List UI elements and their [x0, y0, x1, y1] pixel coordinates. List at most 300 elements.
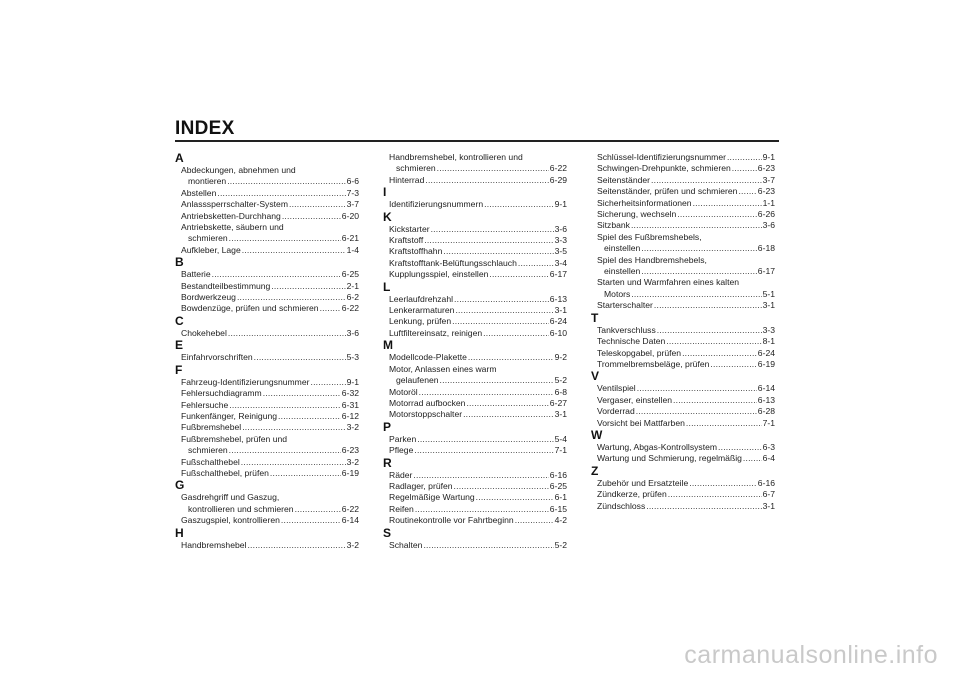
index-entry [175, 303, 359, 314]
index-entry [175, 515, 359, 526]
dot-leader [254, 352, 346, 363]
index-entry [175, 377, 359, 388]
index-entry [383, 316, 567, 327]
dot-leader [229, 400, 341, 411]
index-entry-text: Zündkerze, prüfen [597, 489, 667, 500]
index-page-ref: 5-2 [554, 375, 567, 386]
index-letter-heading: C [175, 313, 184, 328]
index-letter-heading: I [383, 185, 387, 200]
dot-leader [423, 540, 553, 551]
index-entry [591, 418, 775, 429]
dot-leader [227, 176, 345, 187]
index-entry-text: Fehlersuchdiagramm [181, 388, 262, 399]
index-entry-text: Handbremshebel [181, 539, 247, 550]
index-entry [591, 232, 775, 255]
index-page-ref: 6-23 [757, 186, 775, 197]
index-entry [175, 457, 359, 468]
page-title: INDEX [175, 118, 235, 139]
index-page-ref: 6-23 [341, 445, 359, 456]
dot-leader [242, 422, 345, 433]
index-page-ref: 6-23 [757, 163, 775, 174]
index-entry-text: Sicherheitsinformationen [597, 197, 692, 208]
index-page-ref: 6-17 [757, 266, 775, 277]
index-entry [591, 383, 775, 394]
index-entry-text: Fußbremshebel [181, 422, 242, 433]
index-entry-text: Motors [604, 288, 631, 299]
index-entry [175, 222, 359, 245]
index-entry [591, 163, 775, 174]
dot-leader [483, 328, 549, 339]
dot-leader [425, 175, 548, 186]
dot-leader [454, 481, 549, 492]
index-entry [383, 352, 567, 363]
dot-leader [311, 377, 346, 388]
index-entry-text: Funkenfänger, Reinigung [181, 410, 278, 421]
index-entry [175, 292, 359, 303]
index-entry [591, 489, 775, 500]
index-entry-text: Fehlersuche [181, 399, 229, 410]
index-entry-text: kontrollieren und schmieren [188, 503, 294, 514]
index-entry-text: einstellen [604, 266, 641, 277]
dot-leader [417, 434, 553, 445]
dot-leader [476, 492, 554, 503]
dot-leader [637, 383, 757, 394]
index-entry [591, 300, 775, 311]
index-page-ref: 5-2 [554, 539, 567, 550]
dot-leader [241, 457, 346, 468]
index-entry-text: Radlager, prüfen [389, 480, 453, 491]
index-entry-text: Fußschalthebel [181, 456, 240, 467]
index-entry [591, 395, 775, 406]
dot-leader [732, 163, 757, 174]
index-page-ref: 6-13 [549, 293, 567, 304]
index-entry-text: Parken [389, 433, 417, 444]
index-entry [383, 387, 567, 398]
index-entry-text: Sitzbank [597, 220, 630, 231]
index-page-ref: 9-1 [554, 199, 567, 210]
dot-leader [229, 445, 341, 456]
dot-leader [727, 152, 762, 163]
index-entry [383, 364, 567, 387]
index-page-ref: 6-16 [757, 477, 775, 488]
index-entry-text: Handbremshebel, kontrollieren und [389, 152, 523, 162]
index-entry [175, 269, 359, 280]
index-page-ref: 6-19 [757, 358, 775, 369]
dot-leader [415, 504, 549, 515]
title-divider [175, 140, 779, 142]
index-letter-heading: Z [591, 463, 599, 478]
index-entry-text: Batterie [181, 269, 211, 280]
index-entry [383, 481, 567, 492]
index-entry-text: Motorstoppschalter [389, 409, 463, 420]
index-entry [383, 409, 567, 420]
index-entry [175, 434, 359, 457]
dot-leader [443, 246, 553, 257]
index-page-ref: 3-7 [346, 199, 359, 210]
index-entry-text: Luftfiltereinsatz, reinigen [389, 327, 483, 338]
index-page-ref: 6-4 [762, 453, 775, 464]
index-entry-text: Antriebsketten-Durchhang [181, 210, 281, 221]
index-page-ref: 6-6 [346, 176, 359, 187]
index-entry-text: Fahrzeug-Identifizierungsnummer [181, 376, 310, 387]
index-entry-text: Bestandteilbestimmung [181, 280, 271, 291]
index-page-ref: 3-7 [762, 174, 775, 185]
watermark: carmanualsonline.info [684, 641, 938, 669]
index-entry [383, 246, 567, 257]
index-page-ref: 3-1 [554, 409, 567, 420]
index-entry [591, 255, 775, 278]
index-letter-heading: W [591, 427, 603, 442]
index-entry-text: montieren [188, 176, 227, 187]
index-entry [383, 515, 567, 526]
index-page-ref: 6-7 [762, 489, 775, 500]
index-entry-text: Pflege [389, 445, 414, 456]
index-page-ref: 3-2 [346, 456, 359, 467]
index-entry-text: Regelmäßige Wartung [389, 492, 475, 503]
dot-leader [263, 388, 341, 399]
index-entry-text: Starten und Warmfahren eines kalten [597, 277, 740, 288]
index-page-ref: 9-1 [762, 152, 775, 162]
index-entry-text: Spiel des Fußbremshebels, [597, 231, 702, 242]
index-entry [175, 199, 359, 210]
index-entry [383, 269, 567, 280]
dot-leader [295, 504, 341, 515]
index-page-ref: 6-14 [341, 515, 359, 526]
index-entry-text: Kraftstoffhahn [389, 246, 443, 257]
dot-leader [424, 235, 553, 246]
index-letter-heading: E [175, 338, 184, 353]
dot-leader [282, 211, 341, 222]
index-entry [591, 198, 775, 209]
index-entry [175, 400, 359, 411]
index-entry [175, 188, 359, 199]
index-page-ref: 6-2 [346, 292, 359, 303]
index-entry [591, 501, 775, 512]
dot-leader [689, 478, 757, 489]
index-entry-text: Reifen [389, 503, 414, 514]
dot-leader [452, 316, 549, 327]
dot-leader [641, 243, 756, 254]
index-entry-text: einstellen [604, 243, 641, 254]
index-entry-text: Vorderrad [597, 406, 635, 417]
index-entry [383, 492, 567, 503]
index-letter-heading: B [175, 255, 184, 270]
index-letter-heading: V [591, 369, 600, 384]
index-entry-text: Technische Daten [597, 336, 666, 347]
dot-leader [237, 292, 346, 303]
index-page-ref: 6-17 [549, 269, 567, 280]
index-entry-text: Anlasssperrschalter-System [181, 199, 288, 210]
index-entry-text: Spiel des Handbremshebels, [597, 254, 707, 265]
index-page-ref: 3-2 [346, 539, 359, 550]
index-page-ref: 6-24 [549, 316, 567, 327]
index-page-ref: 6-22 [341, 303, 359, 314]
index-entry-text: Kickstarter [389, 223, 430, 234]
index-entry-text: Sicherung, wechseln [597, 209, 677, 220]
dot-leader [466, 398, 548, 409]
index-page-ref: 6-19 [341, 467, 359, 478]
dot-leader [419, 387, 554, 398]
dot-leader [271, 281, 345, 292]
index-entry [383, 434, 567, 445]
index-entry [175, 540, 359, 551]
index-entry [591, 406, 775, 417]
index-entry [175, 165, 359, 188]
index-letter-heading: R [383, 455, 392, 470]
index-entry-text: Bordwerkzeug [181, 292, 236, 303]
index-entry-text: Lenkung, prüfen [389, 316, 452, 327]
index-entry [591, 478, 775, 489]
index-entry [383, 235, 567, 246]
dot-leader [710, 359, 756, 370]
index-page-ref: 6-18 [757, 243, 775, 254]
index-page-ref: 6-15 [549, 503, 567, 514]
index-entry-text: Schwingen-Drehpunkte, schmieren [597, 163, 731, 174]
dot-leader [440, 375, 554, 386]
dot-leader [431, 224, 554, 235]
index-entry [591, 209, 775, 220]
index-entry [175, 492, 359, 515]
index-entry [383, 294, 567, 305]
index-page-ref: 8-1 [762, 336, 775, 347]
dot-leader [651, 175, 762, 186]
index-page-ref: 5-3 [346, 352, 359, 363]
dot-leader [247, 540, 345, 551]
index-entry-text: Gasdrehgriff und Gaszug, [181, 492, 280, 503]
index-entry [175, 211, 359, 222]
index-page-ref: 6-16 [549, 469, 567, 480]
index-page-ref: 3-6 [346, 327, 359, 338]
index-page-ref: 5-1 [762, 288, 775, 299]
index-page-ref: 9-1 [346, 376, 359, 387]
index-entry [175, 281, 359, 292]
index-entry-text: Wartung und Schmierung, regelmäßig [597, 453, 742, 464]
dot-leader [455, 305, 553, 316]
index-entry-text: Räder [389, 469, 413, 480]
index-page-ref: 6-1 [554, 492, 567, 503]
index-page-ref: 6-12 [341, 410, 359, 421]
dot-leader [437, 163, 549, 174]
index-page-ref: 3-2 [346, 422, 359, 433]
dot-leader [515, 515, 554, 526]
dot-leader [668, 489, 762, 500]
dot-leader [289, 199, 346, 210]
index-entry-text: Motorrad aufbocken [389, 397, 466, 408]
index-page-ref: 6-3 [762, 441, 775, 452]
index-page-ref: 6-29 [549, 174, 567, 185]
dot-leader [463, 409, 553, 420]
index-page-ref: 6-8 [554, 386, 567, 397]
index-page-ref: 7-1 [554, 445, 567, 456]
index-entry-text: Aufkleber, Lage [181, 244, 241, 255]
dot-leader [743, 453, 762, 464]
index-entry [383, 152, 567, 175]
index-letter-heading: A [175, 151, 184, 165]
dot-leader [677, 209, 756, 220]
dot-leader [281, 515, 341, 526]
index-entry [591, 359, 775, 370]
index-letter-heading: F [175, 362, 183, 377]
index-entry-text: Lenkerarmaturen [389, 305, 455, 316]
index-page-ref: 7-1 [762, 417, 775, 428]
dot-leader [718, 442, 762, 453]
index-entry-text: Seitenständer [597, 174, 651, 185]
index-entry [591, 442, 775, 453]
dot-leader [278, 411, 341, 422]
index-entry [175, 352, 359, 363]
dot-leader [212, 269, 341, 280]
dot-leader [270, 468, 341, 479]
dot-leader [454, 294, 549, 305]
index-page-ref: 6-28 [757, 406, 775, 417]
index-page-ref: 6-31 [341, 399, 359, 410]
index-entry-text: schmieren [188, 445, 228, 456]
index-page-ref: 7-3 [346, 187, 359, 198]
index-entry-text: Kupplungsspiel, einstellen [389, 269, 489, 280]
index-page-ref: 3-1 [762, 300, 775, 311]
index-entry-text: Routinekontrolle vor Fahrtbeginn [389, 515, 514, 526]
index-entry-text: Modellcode-Plakette [389, 352, 467, 363]
index-entry-text: Motor, Anlassen eines warm [389, 363, 497, 374]
index-letter-heading: K [383, 209, 392, 224]
index-column-2 [383, 152, 567, 551]
index-entry-text: Leerlaufdrehzahl [389, 293, 454, 304]
index-entry [591, 325, 775, 336]
index-entry-text: gelaufenen [396, 375, 439, 386]
index-letter-heading: P [383, 419, 392, 434]
index-entry [175, 328, 359, 339]
index-entry-text: Teleskopgabel, prüfen [597, 347, 682, 358]
index-entry-text: schmieren [188, 233, 228, 244]
index-entry-text: Wartung, Abgas-Kontrollsystem [597, 441, 718, 452]
dot-leader [654, 300, 762, 311]
index-letter-heading: H [175, 525, 184, 540]
index-entry-text: Bowdenzüge, prüfen und schmieren [181, 303, 319, 314]
index-entry-text: Vergaser, einstellen [597, 394, 673, 405]
index-page-ref: 9-2 [554, 352, 567, 363]
index-page-ref: 1-1 [762, 197, 775, 208]
index-entry-text: Schalten [389, 539, 423, 550]
index-entry-text: Fußschalthebel, prüfen [181, 467, 269, 478]
dot-leader [657, 325, 762, 336]
index-entry-text: Vorsicht bei Mattfarben [597, 417, 685, 428]
index-entry [175, 245, 359, 256]
index-letter-heading: L [383, 279, 391, 294]
index-entry-text: Fußbremshebel, prüfen und [181, 433, 288, 444]
index-page-ref: 2-1 [346, 280, 359, 291]
index-page-ref: 6-20 [341, 210, 359, 221]
dot-leader [666, 336, 761, 347]
index-page-ref: 3-1 [762, 500, 775, 511]
index-entry-text: Abdeckungen, abnehmen und [181, 165, 296, 175]
index-entry-text: Hinterrad [389, 174, 425, 185]
index-letter-heading: T [591, 310, 599, 325]
index-entry [383, 175, 567, 186]
index-page-ref: 1-4 [346, 244, 359, 255]
dot-leader [320, 303, 341, 314]
index-entry-text: schmieren [396, 163, 436, 174]
index-page-ref: 4-2 [554, 515, 567, 526]
index-entry-text: Zündschloss [597, 500, 646, 511]
index-letter-heading: S [383, 525, 392, 540]
index-page-ref: 3-3 [762, 324, 775, 335]
index-entry [383, 328, 567, 339]
index-entry [175, 388, 359, 399]
dot-leader [631, 289, 761, 300]
index-page-ref: 5-4 [554, 433, 567, 444]
index-entry-text: Abstellen [181, 187, 217, 198]
index-page-ref: 3-6 [554, 223, 567, 234]
index-page-ref: 6-14 [757, 383, 775, 394]
dot-leader [484, 199, 553, 210]
index-page-ref: 6-22 [341, 503, 359, 514]
index-page-ref: 6-10 [549, 327, 567, 338]
index-letter-heading: M [383, 338, 393, 353]
index-page-ref: 6-21 [341, 233, 359, 244]
index-page-ref: 6-13 [757, 394, 775, 405]
dot-leader [468, 352, 554, 363]
index-page-ref: 3-4 [554, 257, 567, 268]
index-entry-text: Einfahrvorschriften [181, 352, 253, 363]
index-page-ref: 3-1 [554, 305, 567, 316]
dot-leader [631, 220, 762, 231]
index-page-ref: 6-25 [549, 480, 567, 491]
dot-leader [413, 470, 548, 481]
dot-leader [229, 233, 341, 244]
index-entry [383, 224, 567, 235]
index-entry-text: Schlüssel-Identifizierungsnummer [597, 152, 726, 162]
index-entry-text: Kraftstofftank-Belüftungsschlauch [389, 257, 517, 268]
dot-leader [636, 406, 757, 417]
index-entry [591, 348, 775, 359]
index-entry-text: Starterschalter [597, 300, 653, 311]
index-entry-text: Identifizierungsnummern [389, 199, 484, 210]
index-page-ref: 6-25 [341, 269, 359, 280]
index-entry [175, 422, 359, 433]
index-page-ref: 6-27 [549, 397, 567, 408]
index-entry [383, 470, 567, 481]
index-entry-text: Ventilspiel [597, 383, 636, 394]
index-entry-text: Motoröl [389, 386, 418, 397]
index-entry [591, 152, 775, 163]
index-entry-text: Tankverschluss [597, 324, 656, 335]
dot-leader [242, 245, 346, 256]
dot-leader [693, 198, 762, 209]
dot-leader [217, 188, 345, 199]
index-entry-text: Gaszugspiel, kontrollieren [181, 515, 280, 526]
index-entry [591, 453, 775, 464]
dot-leader [682, 348, 757, 359]
index-page-ref: 3-5 [554, 246, 567, 257]
index-page-ref: 3-6 [762, 220, 775, 231]
index-entry-text: Kraftstoff [389, 235, 424, 246]
index-entry [383, 445, 567, 456]
dot-leader [673, 395, 757, 406]
index-entry-text: Antriebskette, säubern und [181, 222, 284, 233]
index-entry [591, 186, 775, 197]
index-entry [591, 336, 775, 347]
dot-leader [738, 186, 756, 197]
index-entry [175, 468, 359, 479]
dot-leader [228, 328, 346, 339]
index-page-ref: 6-26 [757, 209, 775, 220]
dot-leader [646, 501, 761, 512]
index-entry-text: Chokehebel [181, 327, 227, 338]
dot-leader [414, 445, 553, 456]
index-entry-text: Zubehör und Ersatzteile [597, 477, 689, 488]
index-entry [591, 277, 775, 300]
index-entry [383, 398, 567, 409]
